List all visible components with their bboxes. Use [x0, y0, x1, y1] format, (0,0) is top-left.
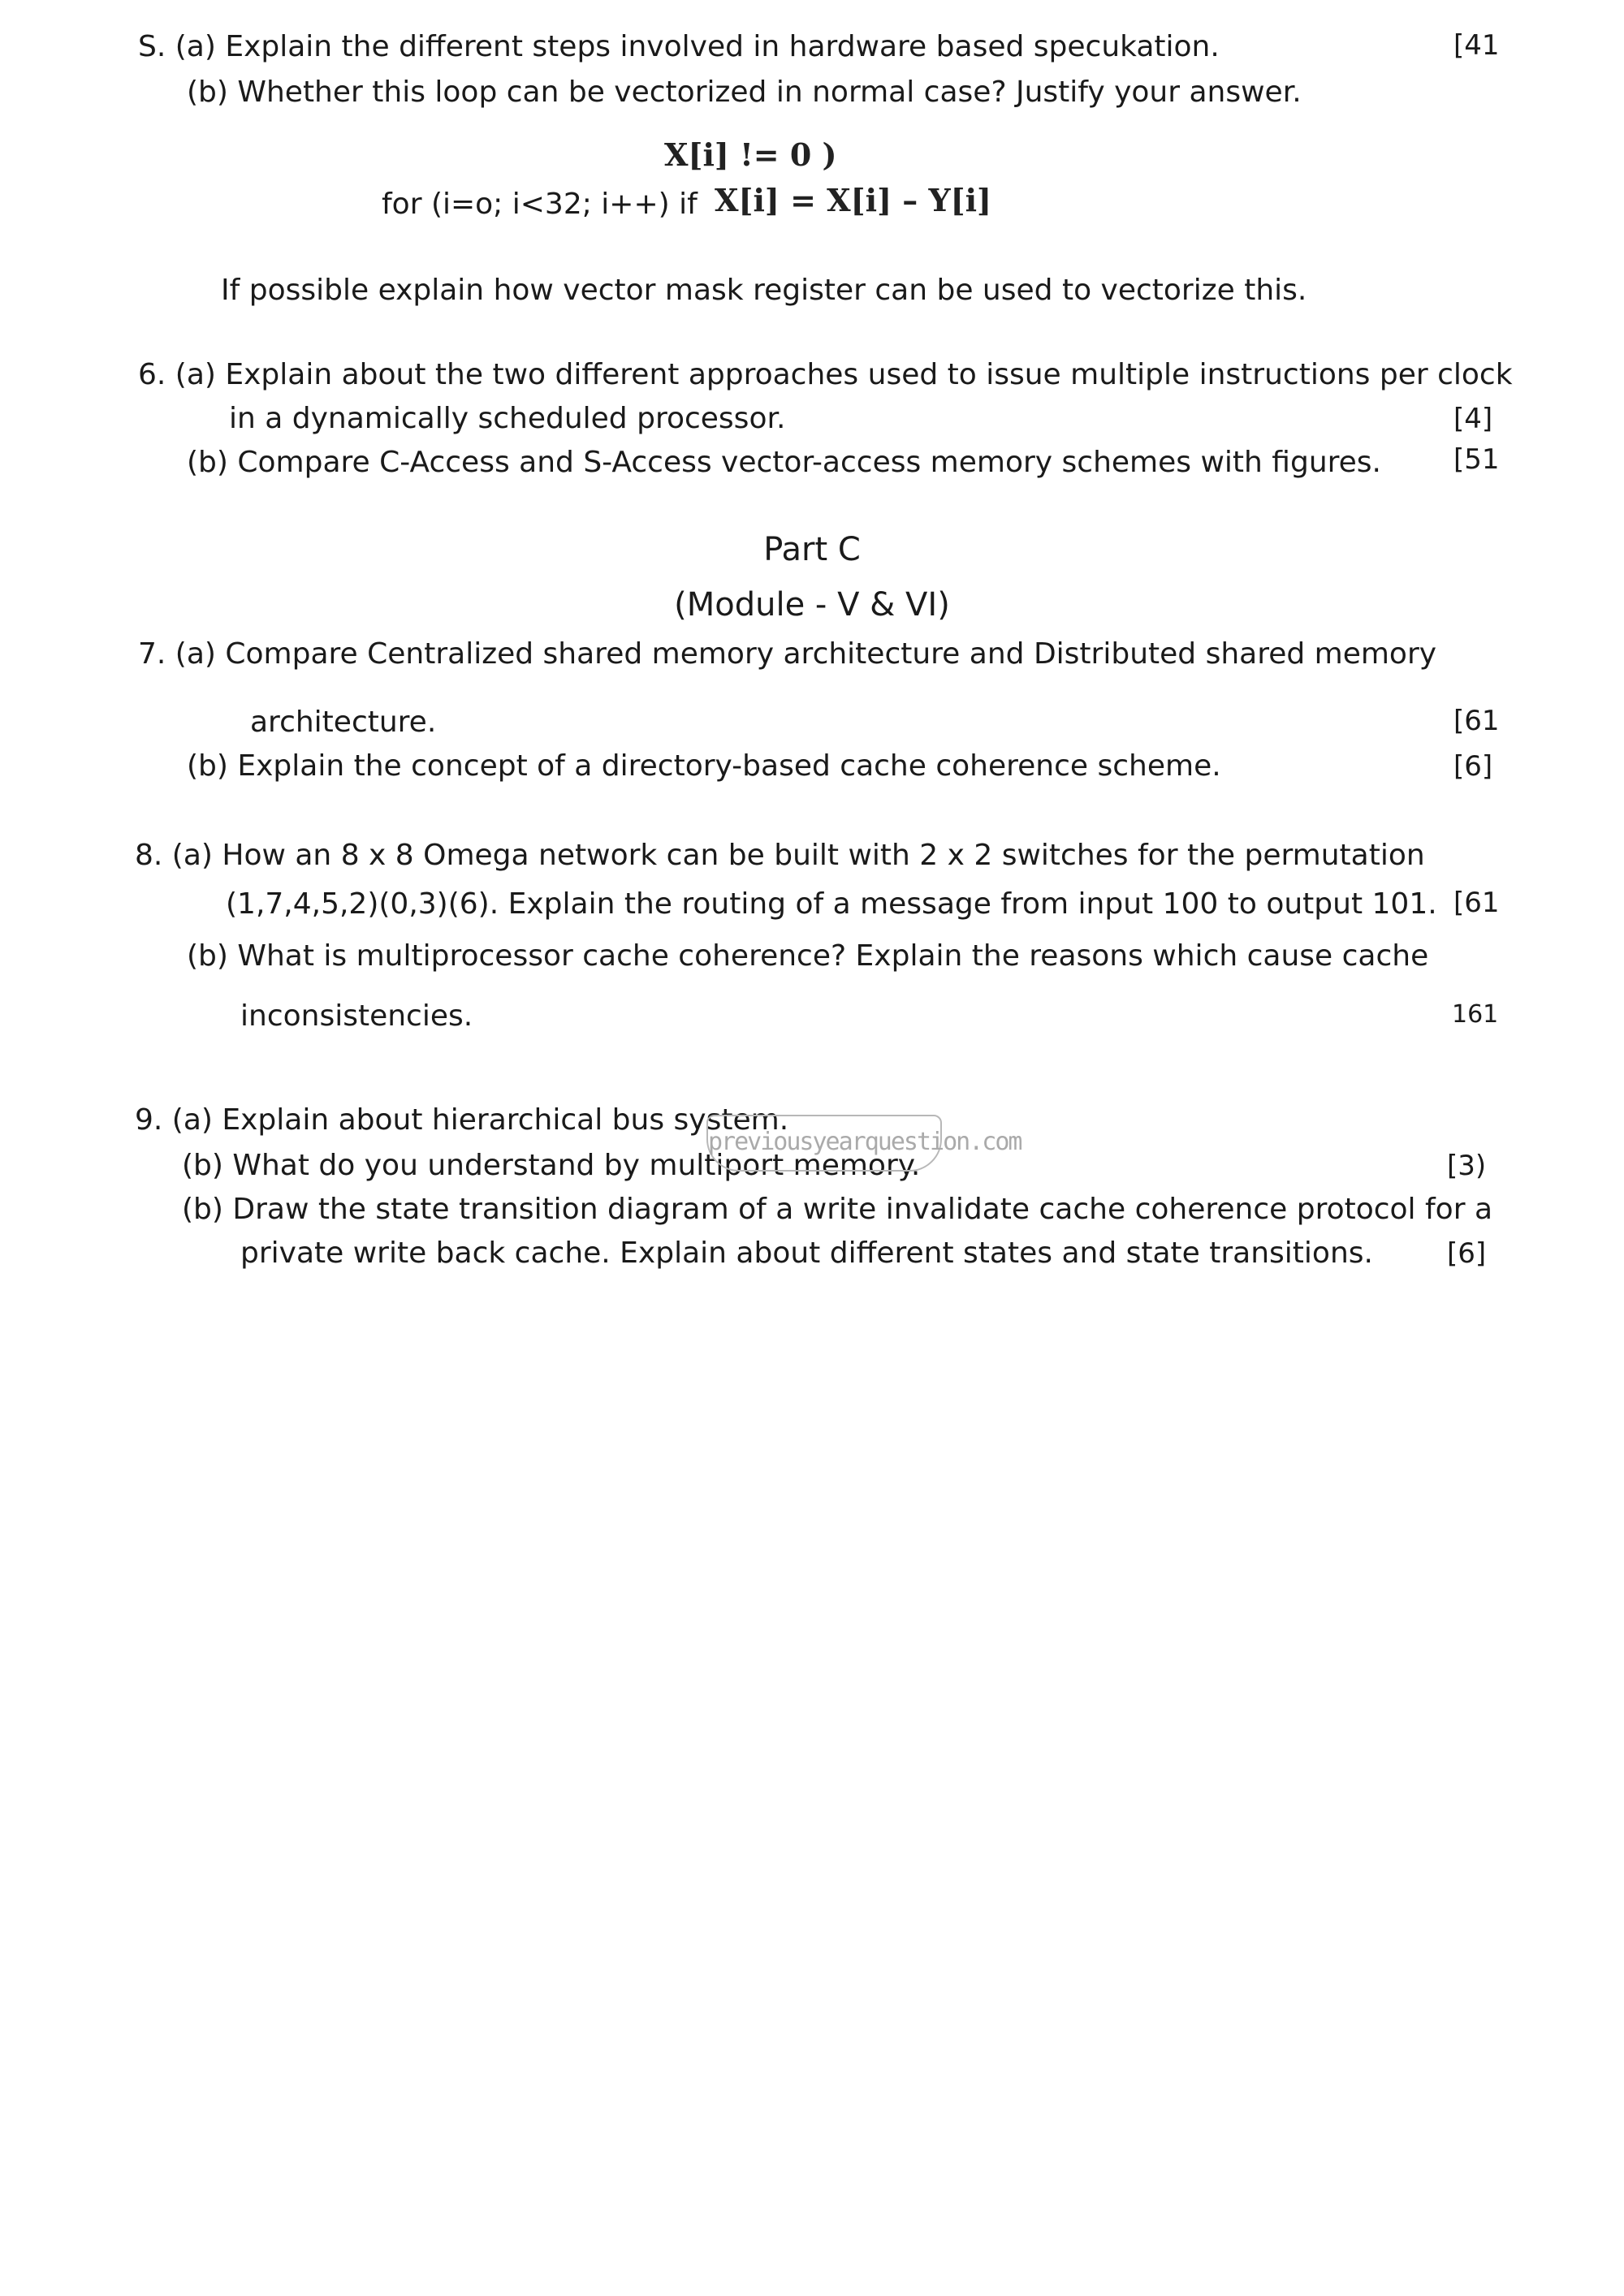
q6a-mark: [4]: [1453, 403, 1493, 435]
q5a-mark: [41: [1453, 29, 1500, 62]
q5b-text: (b) Whether this loop can be vectorized in normal case? Justify your answer.: [187, 76, 1302, 109]
q7b-text: (b) Explain the concept of a directory-based cache coherence scheme.: [187, 749, 1221, 783]
q7b-mark: [6]: [1453, 750, 1493, 783]
watermark-stamp: previousyearquestion.com: [706, 1115, 942, 1172]
q8b-text-line1: (b) What is multiprocessor cache coherence? Explain the reasons which cause cache: [187, 939, 1429, 973]
q5-formula-loop: for (i=o; i<32; i++) if: [382, 188, 698, 221]
q8a-mark: [61: [1453, 887, 1500, 919]
q7a-mark: [61: [1453, 705, 1500, 737]
q9c-mark: [6]: [1447, 1237, 1487, 1270]
q9c-text-line2: private write back cache. Explain about different states and state transitions.: [240, 1236, 1373, 1270]
q6a-text-line1: 6. (a) Explain about the two different approaches used to issue multiple instructions per clock: [138, 358, 1513, 391]
q9a-text: 9. (a) Explain about hierarchical bus system.: [135, 1103, 789, 1137]
q6b-mark: [51: [1453, 443, 1500, 476]
q5a-text: S. (a) Explain the different steps involved in hardware based specukation.: [138, 30, 1220, 63]
q9b-text: (b) What do you understand by multiport memory.: [182, 1149, 921, 1182]
q8b-text-line2: inconsistencies.: [240, 999, 473, 1033]
q8a-text-line2: (1,7,4,5,2)(0,3)(6). Explain the routing of a message from input 100 to output 101.: [226, 887, 1437, 921]
part-c-module: (Module - V & VI): [674, 586, 950, 624]
q9b-mark: [3): [1447, 1150, 1487, 1182]
q8b-mark: 161: [1452, 1000, 1499, 1029]
q9c-text-line1: (b) Draw the state transition diagram of a write invalidate cache coherence protocol for a: [182, 1193, 1493, 1226]
q5-formula-condition: X[i] != 0 ): [664, 136, 837, 173]
q6a-text-line2: in a dynamically scheduled processor.: [229, 402, 786, 435]
q7a-text-line2: architecture.: [250, 706, 437, 739]
q5-formula-body: X[i] = X[i] – Y[i]: [715, 182, 992, 218]
q7a-text-line1: 7. (a) Compare Centralized shared memory architecture and Distributed shared memory: [138, 637, 1437, 671]
q8a-text-line1: 8. (a) How an 8 x 8 Omega network can be built with 2 x 2 switches for the permutation: [135, 839, 1425, 872]
q6b-text: (b) Compare C-Access and S-Access vector-access memory schemes with figures.: [187, 446, 1381, 479]
part-c-title: Part C: [763, 531, 861, 568]
q5-note: If possible explain how vector mask register can be used to vectorize this.: [221, 274, 1307, 307]
